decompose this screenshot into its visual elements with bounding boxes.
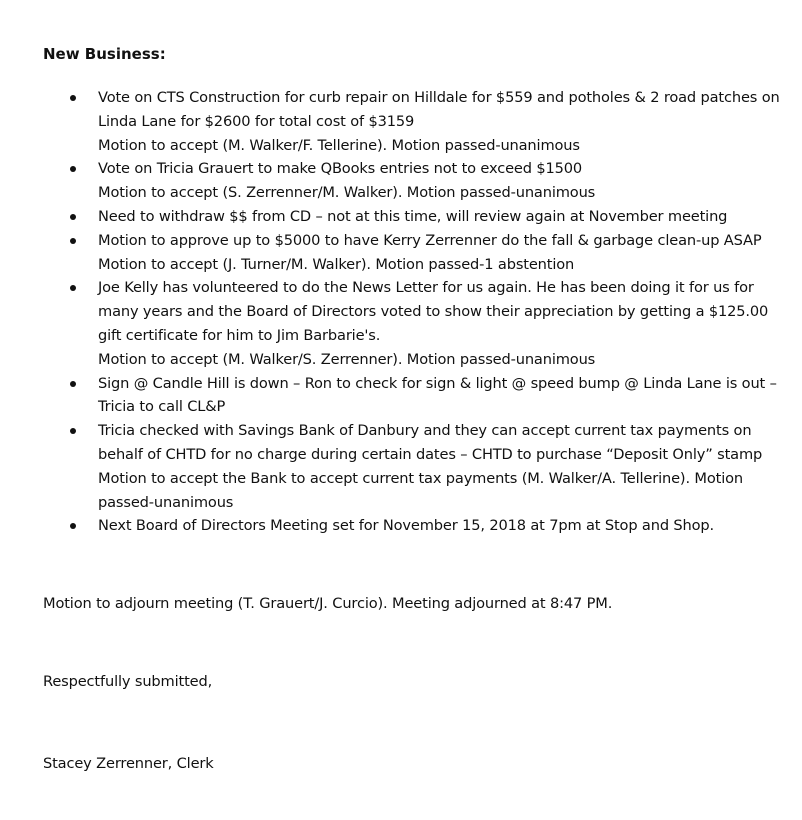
item-line: Need to withdraw $$ from CD – not at this time, will review again at November meeting	[98, 207, 728, 225]
list-item	[0, 205, 758, 229]
list-item	[0, 229, 762, 277]
signature-line: Stacey Zerrenner, Clerk	[43, 755, 214, 772]
item-line: Vote on Tricia Grauert to make QBooks entries not to exceed $1500	[98, 160, 583, 178]
new-business-list	[0, 86, 802, 538]
section-heading: New Business:	[43, 45, 166, 63]
item-line: Motion to accept (J. Turner/M. Walker). Motion passed-1 abstention	[98, 255, 575, 273]
item-line: Sign @ Candle Hill is down – Ron to check for sign & light @ speed bump @ Linda Lane is out –	[98, 374, 777, 392]
item-line: Tricia checked with Savings Bank of Danbury and they can accept current tax payments on	[98, 422, 752, 440]
list-item	[0, 86, 780, 157]
item-line: many years and the Board of Directors voted to show their appreciation by getting a $125.00	[98, 303, 769, 321]
item-line: Next Board of Directors Meeting set for November 15, 2018 at 7pm at Stop and Shop.	[98, 517, 715, 535]
list-item	[0, 514, 758, 538]
item-line: Motion to accept the Bank to accept current tax payments (M. Walker/A. Tellerine). Motion	[98, 469, 744, 487]
item-line: Joe Kelly has volunteered to do the News Letter for us again. He has been doing it for us for	[98, 279, 754, 297]
item-line: Vote on CTS Construction for curb repair on Hilldale for $559 and potholes & 2 road patches on	[98, 89, 780, 106]
item-line: behalf of CHTD for no charge during certain dates – CHTD to purchase “Deposit Only” stamp	[98, 445, 763, 463]
item-line: Tricia to call CL&P	[98, 398, 226, 416]
item-line: Motion to approve up to $5000 to have Kerry Zerrenner do the fall & garbage clean-up ASAP	[98, 231, 762, 249]
item-line: Motion to accept (S. Zerrenner/M. Walker). Motion passed-unanimous	[98, 184, 596, 202]
closing-line: Respectfully submitted,	[43, 673, 213, 690]
list-item	[0, 372, 777, 420]
list-item	[0, 276, 769, 371]
adjourn-statement: Motion to adjourn meeting (T. Grauert/J. Curcio). Meeting adjourned at 8:47 PM.	[43, 595, 613, 612]
item-line: passed-unanimous	[98, 493, 234, 511]
item-line: Motion to accept (M. Walker/F. Tellerine). Motion passed-unanimous	[98, 136, 580, 154]
list-item	[0, 157, 758, 205]
item-line: gift certificate for him to Jim Barbarie's.	[98, 326, 381, 344]
list-item	[0, 419, 763, 514]
item-line: Motion to accept (M. Walker/S. Zerrenner). Motion passed-unanimous	[98, 350, 596, 368]
item-line: Linda Lane for $2600 for total cost of $3159	[98, 112, 415, 130]
